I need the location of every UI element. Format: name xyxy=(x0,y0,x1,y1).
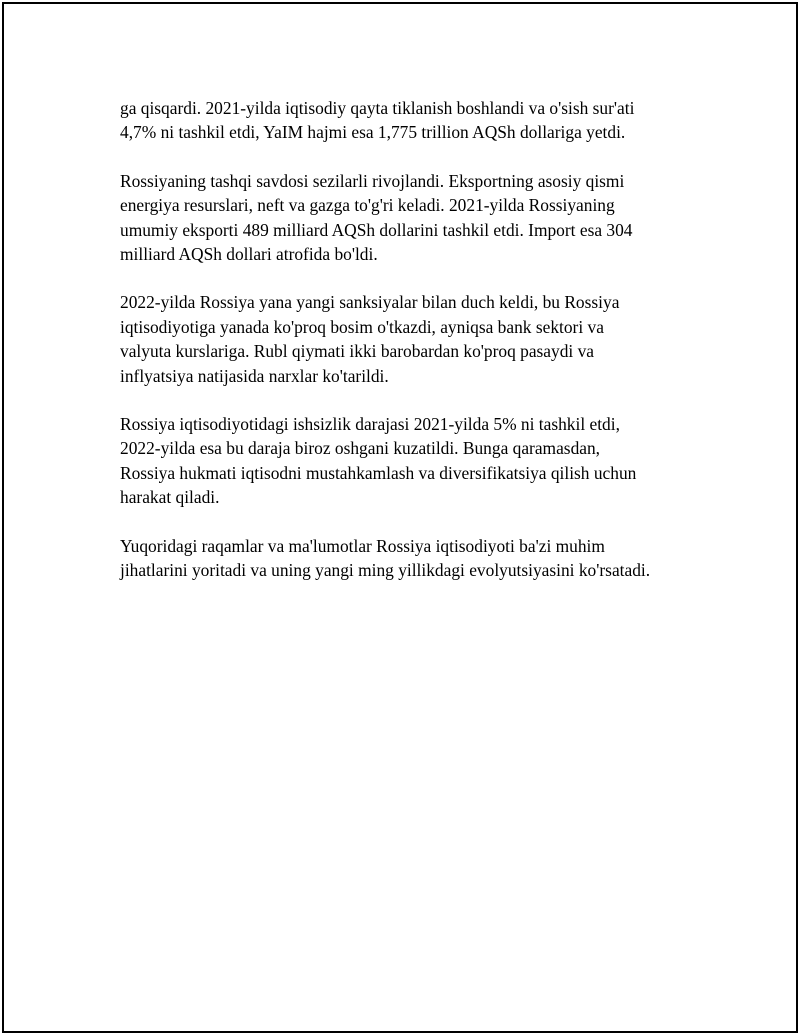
paragraph-gdp-recovery xyxy=(120,96,700,145)
paragraph-sanctions-2022 xyxy=(120,290,700,388)
paragraph-unemployment xyxy=(120,412,700,510)
text-line: 4,7% ni tashkil etdi, YaIM hajmi esa 1,775 trillion AQSh dollariga yetdi. xyxy=(120,122,626,143)
text-line: Rossiya hukmati iqtisodni mustahkamlash va diversifikatsiya qilish uchun xyxy=(120,462,637,483)
text-line: inflyatsiya natijasida narxlar ko'tarildi. xyxy=(120,365,389,386)
text-line: Yuqoridagi raqamlar va ma'lumotlar Rossiya iqtisodiyoti ba'zi muhim xyxy=(120,535,605,556)
text-line: 2022-yilda Rossiya yana yangi sanksiyalar bilan duch keldi, bu Rossiya xyxy=(120,292,620,313)
text-line: 2022-yilda esa bu daraja biroz oshgani kuzatildi. Bunga qaramasdan, xyxy=(120,438,601,459)
text-line: iqtisodiyotiga yanada ko'proq bosim o'tkazdi, ayniqsa bank sektori va xyxy=(120,316,604,337)
paragraph-conclusion xyxy=(120,534,700,583)
text-line: Rossiyaning tashqi savdosi sezilarli rivojlandi. Eksportning asosiy qismi xyxy=(120,170,625,191)
text-line: valyuta kurslariga. Rubl qiymati ikki barobardan ko'proq pasaydi va xyxy=(120,341,595,362)
text-line: jihatlarini yoritadi va uning yangi ming yillikdagi evolyutsiyasini ko'rsatadi. xyxy=(120,560,651,581)
text-line: milliard AQSh dollari atrofida bo'ldi. xyxy=(120,244,378,265)
paragraph-foreign-trade xyxy=(120,169,700,267)
text-line: Rossiya iqtisodiyotidagi ishsizlik darajasi 2021-yilda 5% ni tashkil etdi, xyxy=(120,414,620,435)
text-line: energiya resurslari, neft va gazga to'g'ri keladi. 2021-yilda Rossiyaning xyxy=(120,195,615,216)
page-frame xyxy=(2,2,798,1033)
text-line: ga qisqardi. 2021-yilda iqtisodiy qayta tiklanish boshlandi va o'sish sur'ati xyxy=(120,98,635,118)
page-content xyxy=(120,96,700,607)
text-line: umumiy eksporti 489 milliard AQSh dollarini tashkil etdi. Import esa 304 xyxy=(120,219,633,240)
text-line: harakat qiladi. xyxy=(120,487,220,508)
